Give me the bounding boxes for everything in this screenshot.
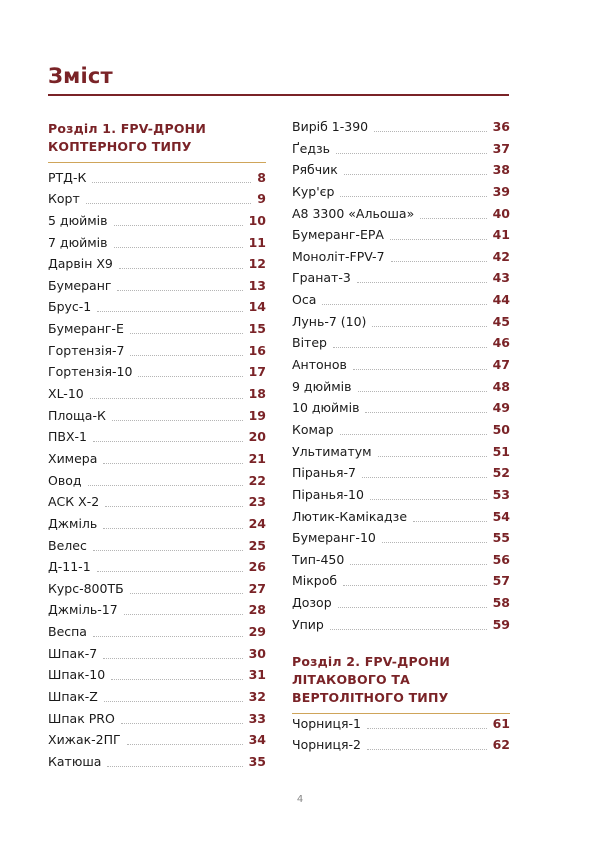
toc-entry-title: АСК Х-2 <box>48 494 100 510</box>
toc-entry-title: 9 дюймів <box>292 378 352 394</box>
toc-entry-title: Лунь-7 (10) <box>292 313 367 329</box>
toc-entry[interactable] <box>292 483 510 505</box>
dot-leader <box>93 636 243 637</box>
toc-entry[interactable] <box>292 137 510 159</box>
page-title: Зміст <box>48 64 113 88</box>
toc-entry-page-number: 33 <box>248 710 266 726</box>
dot-leader <box>338 607 487 608</box>
toc-entry[interactable] <box>292 245 510 267</box>
toc-entry-page-number: 12 <box>248 256 266 272</box>
toc-entry-title: Корт <box>48 191 80 207</box>
toc-entry-page-number: 50 <box>492 421 510 437</box>
toc-entry-page-number: 19 <box>248 407 266 423</box>
toc-entry-page-number: 59 <box>492 616 510 632</box>
toc-entry[interactable] <box>292 734 510 756</box>
toc-entry-page-number: 44 <box>492 292 510 308</box>
toc-entry-title: Ультиматум <box>292 443 372 459</box>
section-2 <box>292 653 510 756</box>
toc-entry[interactable] <box>48 166 266 188</box>
toc-entry-page-number: 31 <box>248 667 266 683</box>
toc-entry[interactable] <box>48 577 266 599</box>
toc-entry-page-number: 11 <box>248 234 266 250</box>
section-2-divider <box>292 713 510 714</box>
toc-entry-page-number: 16 <box>248 342 266 358</box>
dot-leader <box>367 728 487 729</box>
section-2-heading <box>292 653 510 707</box>
toc-entry[interactable] <box>48 231 266 253</box>
section-1-heading-line: Розділ 1. FPV-ДРОНИ <box>48 121 206 136</box>
dot-leader <box>103 658 242 659</box>
toc-entry-title: Курс-800ТБ <box>48 580 124 596</box>
toc-entry-page-number: 47 <box>492 357 510 373</box>
toc-entry-page-number: 18 <box>248 386 266 402</box>
toc-entry-page-number: 45 <box>492 313 510 329</box>
toc-entry-page-number: 40 <box>492 205 510 221</box>
toc-entry[interactable] <box>48 707 266 729</box>
toc-entry[interactable] <box>48 750 266 772</box>
toc-entry-title: Дозор <box>292 595 332 611</box>
toc-entry[interactable] <box>48 599 266 621</box>
toc-entry-title: Мікроб <box>292 573 338 589</box>
toc-entry[interactable] <box>48 404 266 426</box>
dot-leader <box>127 744 243 745</box>
toc-entry-title: 5 дюймів <box>48 212 108 228</box>
toc-entry[interactable] <box>292 224 510 246</box>
toc-entry-title: XL-10 <box>48 386 84 402</box>
dot-leader <box>378 456 487 457</box>
toc-entry-title: Хижак-2ПГ <box>48 732 121 748</box>
dot-leader <box>343 585 486 586</box>
toc-entry-page-number: 20 <box>248 429 266 445</box>
section-2-heading-line: ВЕРТОЛІТНОГО ТИПУ <box>292 689 449 705</box>
dot-leader <box>322 304 486 305</box>
toc-entry-page-number: 22 <box>248 472 266 488</box>
toc-entry-title: Комар <box>292 421 334 437</box>
dot-leader <box>374 131 486 132</box>
toc-entry[interactable] <box>48 729 266 751</box>
dot-leader <box>330 629 487 630</box>
dot-leader <box>103 528 242 529</box>
toc-entry-title: Овод <box>48 472 82 488</box>
toc-entry-page-number: 53 <box>492 486 510 502</box>
toc-entry[interactable] <box>48 317 266 339</box>
dot-leader <box>350 564 486 565</box>
toc-entry-page-number: 48 <box>492 378 510 394</box>
toc-entry-page-number: 52 <box>492 465 510 481</box>
toc-entry-title: А8 3300 «Альоша» <box>292 205 415 221</box>
toc-entry-page-number: 13 <box>248 277 266 293</box>
dot-leader <box>391 261 487 262</box>
toc-entry[interactable] <box>292 548 510 570</box>
toc-entry-title: Джміль <box>48 515 98 531</box>
dot-leader <box>420 218 486 219</box>
toc-entry-page-number: 15 <box>248 321 266 337</box>
dot-leader <box>138 376 242 377</box>
toc-entry[interactable] <box>48 426 266 448</box>
toc-entry[interactable] <box>292 527 510 549</box>
toc-entry-page-number: 24 <box>248 515 266 531</box>
toc-entry[interactable] <box>48 253 266 275</box>
toc-entry[interactable] <box>48 209 266 231</box>
toc-entry-title: Бумеранг <box>48 277 112 293</box>
toc-entry[interactable] <box>48 447 266 469</box>
toc-entry[interactable] <box>292 462 510 484</box>
toc-entry[interactable] <box>292 159 510 181</box>
toc-entry-page-number: 57 <box>492 573 510 589</box>
toc-entry-title: Оса <box>292 292 317 308</box>
toc-entry-page-number: 55 <box>492 530 510 546</box>
toc-entry-page-number: 37 <box>492 140 510 156</box>
toc-column-right <box>292 120 510 755</box>
toc-entry[interactable] <box>292 375 510 397</box>
toc-entry-title: Гортензія-7 <box>48 342 125 358</box>
toc-entry-title: Кур'єр <box>292 183 335 199</box>
dot-leader <box>117 290 242 291</box>
toc-entry-page-number: 9 <box>257 191 266 207</box>
toc-entry[interactable] <box>292 613 510 635</box>
toc-entry-title: 10 дюймів <box>292 400 360 416</box>
toc-entry-page-number: 51 <box>492 443 510 459</box>
toc-entry-page-number: 46 <box>492 335 510 351</box>
dot-leader <box>130 333 243 334</box>
toc-entry[interactable] <box>292 418 510 440</box>
toc-entry-page-number: 10 <box>248 212 266 228</box>
toc-entry-title: Гранат-3 <box>292 270 351 286</box>
toc-entry-title: Шпак-7 <box>48 645 98 661</box>
toc-entry-page-number: 14 <box>248 299 266 315</box>
toc-entry-title: РТД-К <box>48 169 87 185</box>
dot-leader <box>357 282 487 283</box>
toc-entry-title: Тип-450 <box>292 551 345 567</box>
dot-leader <box>353 369 487 370</box>
toc-entry-page-number: 54 <box>492 508 510 524</box>
toc-entry[interactable] <box>48 188 266 210</box>
dot-leader <box>372 326 486 327</box>
toc-entry-page-number: 61 <box>492 715 510 731</box>
toc-entry-title: Велес <box>48 537 87 553</box>
toc-entry-page-number: 49 <box>492 400 510 416</box>
toc-entry[interactable] <box>48 296 266 318</box>
toc-entry-title: Бумеранг-10 <box>292 530 376 546</box>
toc-entry-title: Рябчик <box>292 162 338 178</box>
toc-entry-title: Шпак PRO <box>48 710 115 726</box>
toc-column-left <box>48 120 266 772</box>
toc-entry[interactable] <box>48 556 266 578</box>
toc-entry-title: Веспа <box>48 624 87 640</box>
toc-entry-title: Лютик-Камікадзе <box>292 508 408 524</box>
dot-leader <box>370 499 487 500</box>
toc-entry[interactable] <box>48 620 266 642</box>
toc-entry-title: Катюша <box>48 753 102 769</box>
dot-leader <box>119 268 243 269</box>
toc-entry-page-number: 38 <box>492 162 510 178</box>
toc-entry-title: Вітер <box>292 335 327 351</box>
toc-entry-page-number: 29 <box>248 624 266 640</box>
toc-entry-title: Брус-1 <box>48 299 92 315</box>
section-1-heading-line: КОПТЕРНОГО ТИПУ <box>48 139 192 154</box>
dot-leader <box>340 196 486 197</box>
dot-leader <box>114 247 243 248</box>
toc-entry-page-number: 28 <box>248 602 266 618</box>
toc-entry[interactable] <box>292 505 510 527</box>
toc-entry[interactable] <box>48 339 266 361</box>
toc-entry[interactable] <box>48 469 266 491</box>
toc-entry-title: Моноліт-FPV-7 <box>292 248 385 264</box>
dot-leader <box>105 506 242 507</box>
toc-entry-title: Джміль-17 <box>48 602 118 618</box>
toc-entry[interactable] <box>292 332 510 354</box>
toc-entry-title: Чорниця-2 <box>292 737 361 753</box>
toc-entry-page-number: 43 <box>492 270 510 286</box>
toc-entry[interactable] <box>292 202 510 224</box>
toc-entry-title: Ґедзь <box>292 140 330 156</box>
toc-entry-page-number: 26 <box>248 559 266 575</box>
toc-entry[interactable] <box>48 685 266 707</box>
toc-entry-title: Піранья-7 <box>292 465 356 481</box>
toc-entry-title: Дарвін Х9 <box>48 256 113 272</box>
toc-entry-page-number: 30 <box>248 645 266 661</box>
toc-entry[interactable] <box>48 361 266 383</box>
dot-leader <box>92 182 251 183</box>
toc-list-section-1 <box>48 166 266 772</box>
dot-leader <box>358 391 487 392</box>
toc-entry-page-number: 21 <box>248 450 266 466</box>
toc-entry[interactable] <box>292 120 510 137</box>
toc-entry[interactable] <box>48 642 266 664</box>
dot-leader <box>340 434 487 435</box>
toc-entry[interactable] <box>292 288 510 310</box>
toc-entry[interactable] <box>292 591 510 613</box>
dot-leader <box>93 550 243 551</box>
toc-list-section-2 <box>292 717 510 756</box>
toc-entry-page-number: 58 <box>492 595 510 611</box>
toc-entry-page-number: 35 <box>248 753 266 769</box>
dot-leader <box>382 542 487 543</box>
toc-entry-page-number: 62 <box>492 737 510 753</box>
toc-entry[interactable] <box>292 717 510 734</box>
toc-entry[interactable] <box>292 267 510 289</box>
toc-entry-title: Бумеранг-ЕРА <box>292 227 384 243</box>
toc-entry[interactable] <box>48 534 266 556</box>
toc-entry-title: 7 дюймів <box>48 234 108 250</box>
toc-entry-title: Шпак-10 <box>48 667 106 683</box>
dot-leader <box>97 311 242 312</box>
toc-entry-title: ПВХ-1 <box>48 429 88 445</box>
dot-leader <box>333 347 487 348</box>
dot-leader <box>336 153 487 154</box>
dot-leader <box>97 571 243 572</box>
dot-leader <box>362 477 487 478</box>
toc-entry-title: Д-11-1 <box>48 559 91 575</box>
toc-entry-title: Бумеранг-Е <box>48 321 124 337</box>
toc-entry[interactable] <box>292 570 510 592</box>
toc-entry-title: Гортензія-10 <box>48 364 133 380</box>
dot-leader <box>93 441 243 442</box>
page-number: 4 <box>296 794 304 805</box>
dot-leader <box>367 749 487 750</box>
dot-leader <box>112 420 243 421</box>
toc-entry-title: Антонов <box>292 357 347 373</box>
toc-entry-page-number: 27 <box>248 580 266 596</box>
toc-entry-title: Піранья-10 <box>292 486 364 502</box>
toc-entry-title: Шпак-Z <box>48 689 98 705</box>
toc-entry[interactable] <box>48 512 266 534</box>
toc-entry-title: Виріб 1-390 <box>292 119 369 134</box>
dot-leader <box>103 463 242 464</box>
toc-entry-page-number: 56 <box>492 551 510 567</box>
dot-leader <box>130 355 242 356</box>
section-1-heading <box>48 120 266 156</box>
toc-entry-page-number: 42 <box>492 248 510 264</box>
section-2-heading-line: Розділ 2. FPV-ДРОНИ <box>292 653 450 669</box>
toc-entry[interactable] <box>292 310 510 332</box>
toc-entry-title: Чорниця-1 <box>292 715 361 731</box>
dot-leader <box>413 521 487 522</box>
dot-leader <box>90 398 243 399</box>
dot-leader <box>124 614 243 615</box>
dot-leader <box>104 701 243 702</box>
toc-entry-title: Упир <box>292 616 324 632</box>
toc-entry[interactable] <box>48 491 266 513</box>
toc-entry-page-number: 34 <box>248 732 266 748</box>
dot-leader <box>107 766 242 767</box>
dot-leader <box>365 412 486 413</box>
toc-list-section-1-continued <box>292 120 510 635</box>
toc-entry[interactable] <box>48 664 266 686</box>
toc-entry-page-number: 8 <box>257 169 266 185</box>
toc-entry-page-number: 36 <box>492 119 510 134</box>
toc-entry-page-number: 41 <box>492 227 510 243</box>
section-1-divider <box>48 162 266 163</box>
dot-leader <box>390 239 487 240</box>
dot-leader <box>86 203 252 204</box>
toc-entry-page-number: 23 <box>248 494 266 510</box>
dot-leader <box>121 723 243 724</box>
dot-leader <box>130 593 243 594</box>
section-2-heading-line: ЛІТАКОВОГО ТА <box>292 671 410 687</box>
toc-entry-page-number: 25 <box>248 537 266 553</box>
toc-entry-page-number: 32 <box>248 689 266 705</box>
toc-entry[interactable] <box>292 353 510 375</box>
dot-leader <box>344 174 487 175</box>
toc-entry[interactable] <box>292 440 510 462</box>
dot-leader <box>88 485 243 486</box>
dot-leader <box>114 225 243 226</box>
toc-entry-title: Площа-К <box>48 407 106 423</box>
toc-entry[interactable] <box>48 274 266 296</box>
toc-entry-page-number: 39 <box>492 183 510 199</box>
toc-entry-title: Химера <box>48 450 98 466</box>
dot-leader <box>111 679 242 680</box>
toc-entry[interactable] <box>292 180 510 202</box>
toc-entry[interactable] <box>48 382 266 404</box>
toc-entry-page-number: 17 <box>248 364 266 380</box>
toc-entry[interactable] <box>292 397 510 419</box>
title-divider <box>48 94 509 96</box>
